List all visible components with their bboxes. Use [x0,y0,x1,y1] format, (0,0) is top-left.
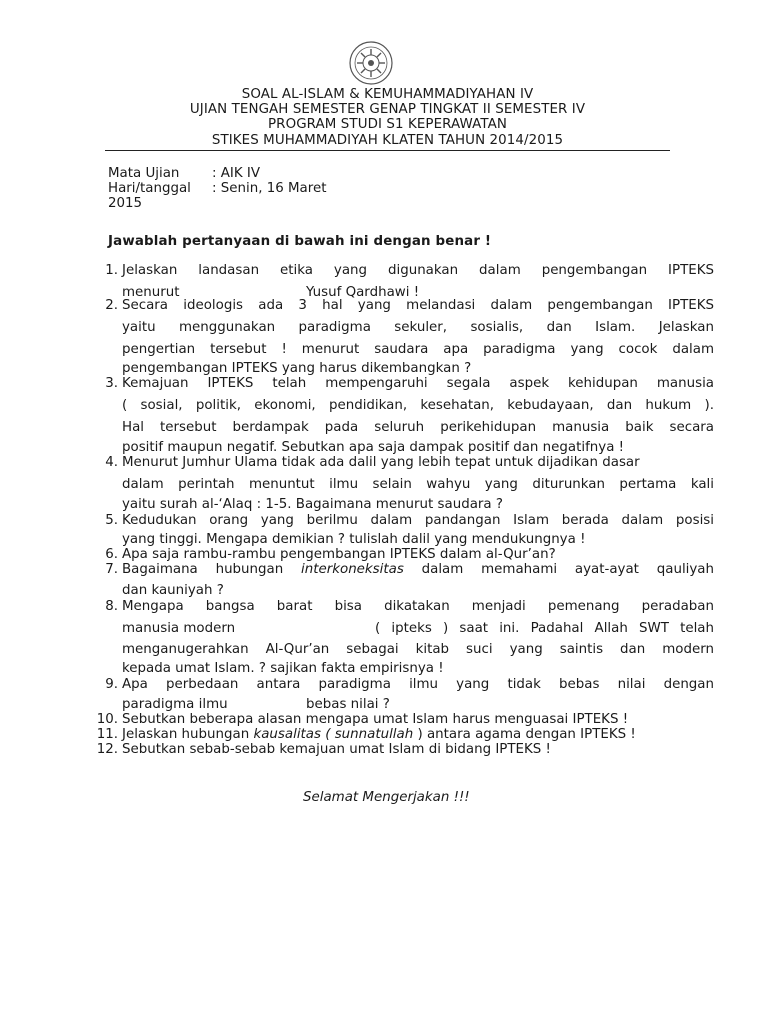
subject-value: : AIK IV [212,166,261,181]
subject-label: Mata Ujian [108,166,180,181]
question-number: 12. [96,742,118,757]
question-number: 5. [105,513,118,528]
question-line: ( sosial, politik, ekonomi, pendidikan, kesehatan, kebudayaan, dan hukum ). [122,398,714,413]
question-line: Kedudukan orang yang berilmu dalam pandangan Islam berada dalam posisi [122,513,714,528]
question-line: dan kauniyah ? [122,583,224,598]
question-line: Jelaskan landasan etika yang digunakan dalam pengembangan IPTEKS [122,263,714,278]
question-line: menganugerahkan Al-Qur’an sebagai kitab suci yang saintis dan modern [122,642,714,657]
question-line [122,727,714,742]
question-text: Jelaskan hubungan [122,727,254,742]
date-value: : Senin, 16 Maret [212,181,327,197]
question-line: Hal tersebut berdampak pada seluruh perikehidupan manusia baik secara [122,420,714,435]
question-line: Yusuf Qardhawi ! [306,285,420,300]
header-line-2: UJIAN TENGAH SEMESTER GENAP TINGKAT II SEMESTER IV [189,102,586,118]
question-line: yaitu menggunakan paradigma sekuler, sosialis, dan Islam. Jelaskan [122,320,714,335]
question-term: kausalitas ( sunnatullah [253,727,414,742]
question-text: dalam memahami ayat-ayat qauliyah [403,562,714,577]
question-line: pengembangan IPTEKS yang harus dikembangkan ? [122,361,472,376]
university-seal-icon [344,40,398,86]
question-line: Mengapa bangsa barat bisa dikatakan menjadi pemenang peradaban [122,599,714,614]
question-line: Sebutkan beberapa alasan mengapa umat Islam harus menguasai IPTEKS ! [122,712,629,727]
question-term: interkoneksitas [301,562,404,577]
question-line: manusia modern [122,621,236,636]
question-line: yaitu surah al-‘Alaq : 1-5. Bagaimana menurut saudara ? [122,497,503,512]
question-line: Menurut Jumhur Ulama tidak ada dalil yang lebih tepat untuk dijadikan dasar [122,455,640,470]
date-year: 2015 [108,196,143,212]
question-line: pengertian tersebut ! menurut saudara apa paradigma yang cocok dalam [122,342,714,357]
question-number: 10. [96,712,118,727]
question-number: 6. [105,547,118,562]
question-number: 9. [105,677,118,692]
question-line: paradigma ilmu [122,697,228,712]
question-number: 3. [105,376,118,391]
closing-message: Selamat Mengerjakan !!! [303,790,470,805]
question-line: menurut [122,285,180,300]
question-number: 8. [105,599,118,614]
question-line: Apa saja rambu-rambu pengembangan IPTEKS dalam al-Qur’an? [122,547,556,562]
question-line: Kemajuan IPTEKS telah mempengaruhi segala aspek kehidupan manusia [122,376,714,391]
question-number: 2. [105,298,118,313]
question-number: 4. [105,455,118,470]
question-line: Apa perbedaan antara paradigma ilmu yang tidak bebas nilai dengan [122,677,714,692]
question-line: dalam perintah menuntut ilmu selain wahyu yang diturunkan pertama kali [122,477,714,492]
header-divider [105,150,670,151]
question-line [122,562,714,577]
question-number: 11. [96,727,118,742]
question-line: kepada umat Islam. ? sajikan fakta empirisnya ! [122,661,444,676]
question-text: Bagaimana hubungan [122,562,302,577]
exam-header [100,87,675,148]
question-line: positif maupun negatif. Sebutkan apa saja dampak positif dan negatifnya ! [122,440,625,455]
exam-meta [108,166,326,212]
question-line: Secara ideologis ada 3 hal yang melandasi dalam pengembangan IPTEKS [122,298,714,313]
header-line-3: PROGRAM STUDI S1 KEPERAWATAN [267,117,507,133]
question-line: bebas nilai ? [306,697,390,712]
header-line-4: STIKES MUHAMMADIYAH KLATEN TAHUN 2014/2015 [211,132,564,148]
header-line-1: SOAL AL-ISLAM & KEMUHAMMADIYAHAN IV [241,87,534,102]
instruction: Jawablah pertanyaan di bawah ini dengan benar ! [108,234,492,249]
date-label: Hari/tanggal [108,181,191,197]
question-line: ( ipteks ) saat ini. Padahal Allah SWT telah [375,621,714,636]
question-line: yang tinggi. Mengapa demikian ? tulislah dalil yang mendukungnya ! [122,532,586,547]
question-number: 1. [105,263,118,278]
question-line: Sebutkan sebab-sebab kemajuan umat Islam di bidang IPTEKS ! [122,742,551,757]
question-number: 7. [105,562,118,577]
question-text: ) antara agama dengan IPTEKS ! [413,727,636,742]
